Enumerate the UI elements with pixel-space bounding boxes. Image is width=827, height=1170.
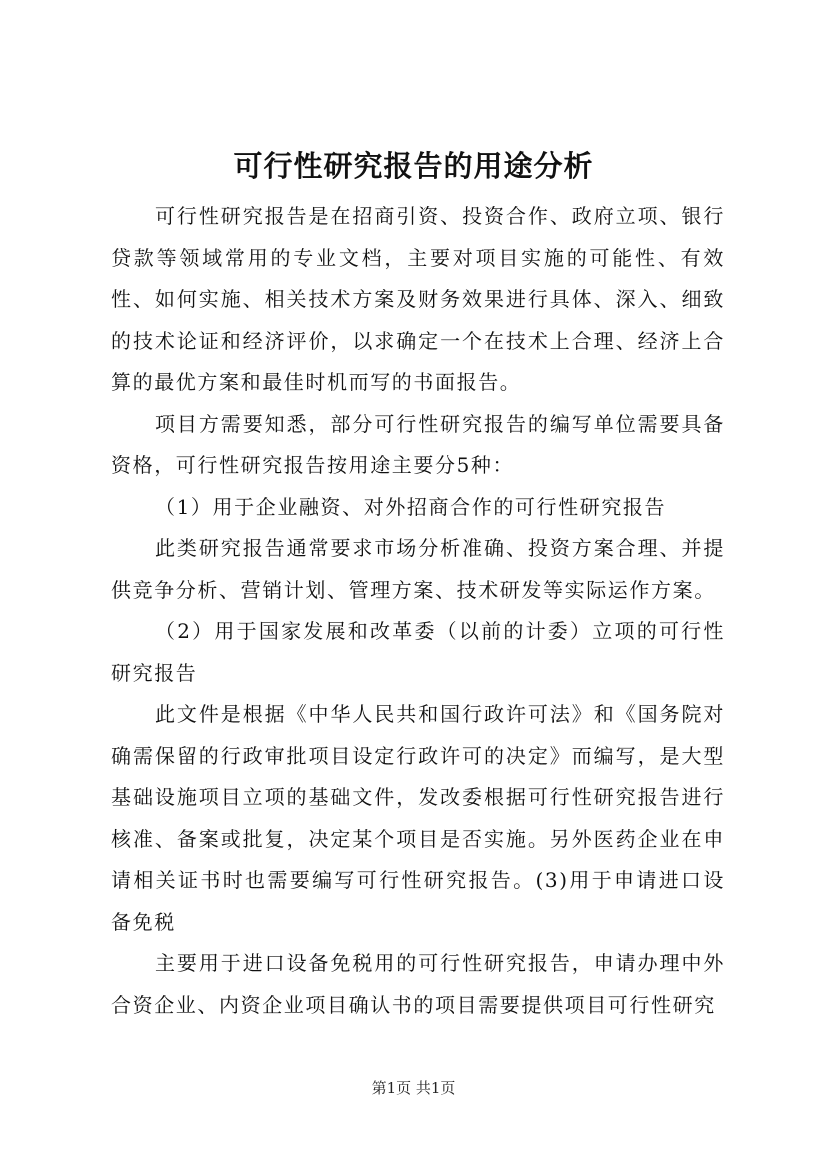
page-footer: 第1页 共1页	[371, 1079, 456, 1097]
paragraph-type-2: 此文件是根据《中华人民共和国行政许可法》和《国务院对确需保留的行政审批项目设定行政许可的决定》而编写，是大型基础设施项目立项的基础文件，发改委根据可行性研究报告进行核准、备案或批复，决定某个项目是否实施。另外医药企业在申请相关证书时也需要编写可行性研究报告。(3)用于申请进口设备免税	[111, 702, 725, 934]
paragraph-intro: 可行性研究报告是在招商引资、投资合作、政府立项、银行贷款等领域常用的专业文档，主要对项目实施的可能性、有效性、如何实施、相关技术方案及财务效果进行具体、深入、细致的技术论证和经济评价，以求确定一个在技术上合理、经济上合算的最优方案和最佳时机而写的书面报告。	[111, 204, 725, 394]
heading-type-1: （1）用于企业融资、对外招商合作的可行性研究报告	[155, 494, 667, 519]
document-title: 可行性研究报告的用途分析	[233, 149, 594, 183]
paragraph-type-1: 此类研究报告通常要求市场分析准确、投资方案合理、并提供竞争分析、营销计划、管理方案、技术研发等实际运作方案。	[111, 536, 725, 602]
document-body	[111, 196, 725, 1026]
paragraph-type-3: 主要用于进口设备免税用的可行性研究报告，申请办理中外合资企业、内资企业项目确认书的项目需要提供项目可行性研究	[111, 951, 725, 1017]
heading-type-2: （2）用于国家发展和改革委（以前的计委）立项的可行性研究报告	[111, 619, 725, 685]
paragraph-types-overview: 项目方需要知悉，部分可行性研究报告的编写单位需要具备资格，可行性研究报告按用途主要分5种：	[111, 411, 725, 477]
